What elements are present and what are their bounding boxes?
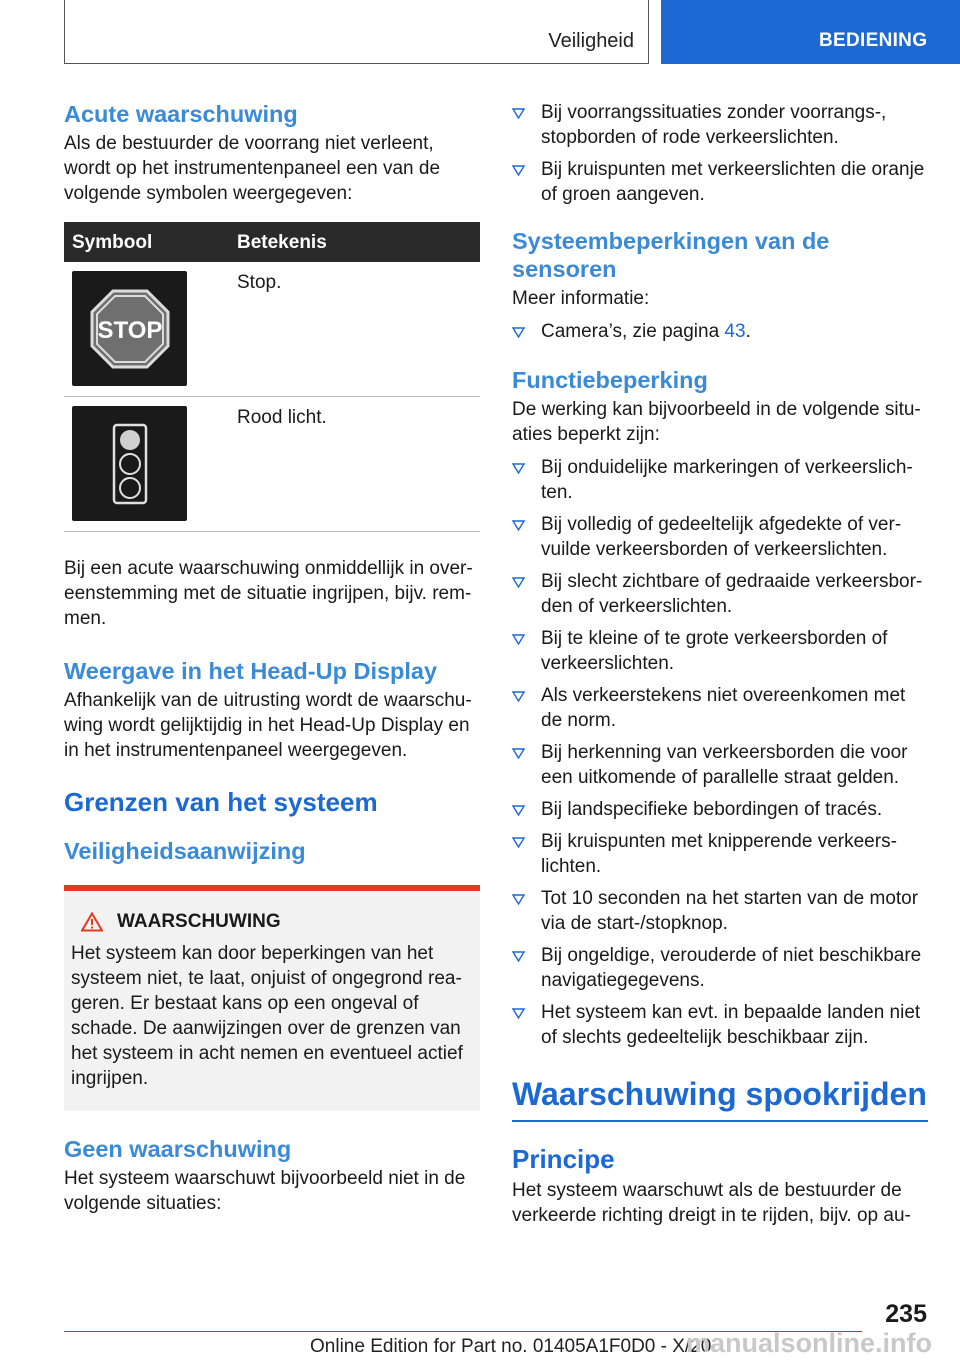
bullet-triangle-icon [512, 837, 525, 848]
list-item: Bij te kleine of te grote verkeersborden of verkeerslichten. [512, 626, 928, 676]
heading-sensor-limits: Systeembeperkingen van de sensoren [512, 228, 830, 282]
sensor-list [512, 319, 928, 344]
heading-acute-warning: Acute waarschuwing [64, 101, 298, 127]
bullet-triangle-icon [512, 748, 525, 759]
sensor-more-info: Meer informatie: [512, 288, 650, 309]
stop-sign-icon [72, 271, 187, 386]
bullet-triangle-icon [512, 327, 525, 338]
footer-watermark: manualsonline.info [686, 1328, 933, 1358]
heading-no-warning: Geen waarschuwing [64, 1136, 292, 1162]
right-column [512, 100, 928, 1228]
bullet-triangle-icon [512, 463, 525, 474]
list-item: Bij slecht zichtbare of gedraaide verkeersborden of verkeerslichten. [512, 569, 928, 619]
acute-intro: Als de bestuurder de voorrang niet verleent, wordt op het instrumentenpaneel een van de volgende symbolen weergegeven: [64, 133, 441, 204]
header-section-title: Veiligheid [548, 30, 634, 52]
acute-followup: Bij een acute waarschuwing onmiddellijk in overeenstemming met de situatie ingrijpen, bijv. remmen. [64, 558, 473, 629]
list-item: Bij volledig of gedeeltelijk afgedekte of vervuilde verkeersborden of verkeerslichten. [512, 512, 928, 562]
function-intro: De werking kan bijvoorbeeld in de volgende situaties beperkt zijn: [512, 399, 921, 445]
header-chapter-tab[interactable]: BEDIENING [661, 0, 960, 64]
table-cell-meaning: Stop. [237, 272, 282, 293]
symbol-table [64, 222, 480, 532]
warning-text: Het systeem kan door beperkingen van het systeem niet, te laat, onjuist of ongegrond reageren. Er bestaat kans op een ongeval of schade. De aanwijzingen over de grenzen van het systeem in acht nemen en eventueel actief ingrijpen. [71, 943, 463, 1089]
table-row [64, 262, 480, 397]
table-header-symbol: Symbool [72, 232, 153, 253]
traffic-light-icon [72, 406, 187, 521]
list-item: Bij landspecifieke bebordingen of tracés. [512, 797, 928, 822]
bullet-triangle-icon [512, 951, 525, 962]
stop-sign-text: STOP [97, 316, 162, 344]
bullet-triangle-icon [512, 634, 525, 645]
hud-text: Afhankelijk van de uitrusting wordt de waarschuwing wordt gelijktijdig in het Head-Up Display en in het instrumentenpaneel weergegeven. [64, 690, 472, 761]
heading-principle: Principe [512, 1144, 615, 1174]
table-header [64, 222, 480, 262]
table-header-meaning: Betekenis [237, 232, 327, 253]
principle-text: Het systeem waarschuwt als de bestuurder de verkeerde richting dreigt in te rijden, bijv. op au- [512, 1180, 911, 1226]
bullet-triangle-icon [512, 805, 525, 816]
list-item: Camera’s, zie pagina 43. [512, 319, 928, 344]
warning-box [64, 885, 480, 1111]
page-number: 235 [885, 1300, 927, 1328]
bullet-triangle-icon [512, 520, 525, 531]
list-item: Bij kruispunten met knipperende verkeerslichten. [512, 829, 928, 879]
table-cell-meaning: Rood licht. [237, 407, 327, 428]
no-warning-intro: Het systeem waarschuwt bijvoorbeeld niet in de volgende situaties: [64, 1168, 466, 1214]
left-column [64, 100, 480, 1216]
bullet-triangle-icon [512, 1008, 525, 1019]
page-link[interactable]: 43 [724, 321, 746, 342]
list-item: Bij herkenning van verkeersborden die voor een uitkomende of parallelle straat gelden. [512, 740, 928, 790]
bullet-triangle-icon [512, 691, 525, 702]
list-item: Bij kruispunten met verkeerslichten die oranje of groen aangeven. [512, 157, 928, 207]
heading-hud: Weergave in het Head-Up Display [64, 658, 438, 684]
bullet-triangle-icon [512, 577, 525, 588]
heading-safety: Veiligheidsaanwijzing [64, 838, 306, 864]
list-item: Als verkeerstekens niet overeenkomen met de norm. [512, 683, 928, 733]
heading-function-limits: Functiebeperking [512, 367, 708, 393]
bullet-triangle-icon [512, 165, 525, 176]
list-item: Bij onduidelijke markeringen of verkeerslichten. [512, 455, 928, 505]
heading-wrong-way-warning: Waarschuwing spookrijden [512, 1074, 928, 1122]
no-warning-list [512, 100, 928, 207]
list-item: Bij voorrangssituaties zonder voorrangs-, stopborden of rode verkeerslichten. [512, 100, 928, 150]
bullet-triangle-icon [512, 894, 525, 905]
list-item: Het systeem kan evt. in bepaalde landen niet of slechts gedeeltelijk beschikbaar zijn. [512, 1000, 928, 1050]
list-item: Bij ongeldige, verouderde of niet beschikbare navigatiegegevens. [512, 943, 928, 993]
heading-system-limits: Grenzen van het systeem [64, 787, 378, 817]
function-list [512, 455, 928, 1050]
list-item: Tot 10 seconden na het starten van de motor via de start-/stopknop. [512, 886, 928, 936]
warning-title: WAARSCHUWING [117, 911, 281, 932]
bullet-triangle-icon [512, 108, 525, 119]
footer-edition: Online Edition for Part no. 01405A1F0D0 - X/20 [310, 1336, 712, 1357]
warning-triangle-icon [81, 912, 103, 932]
table-row [64, 397, 480, 532]
